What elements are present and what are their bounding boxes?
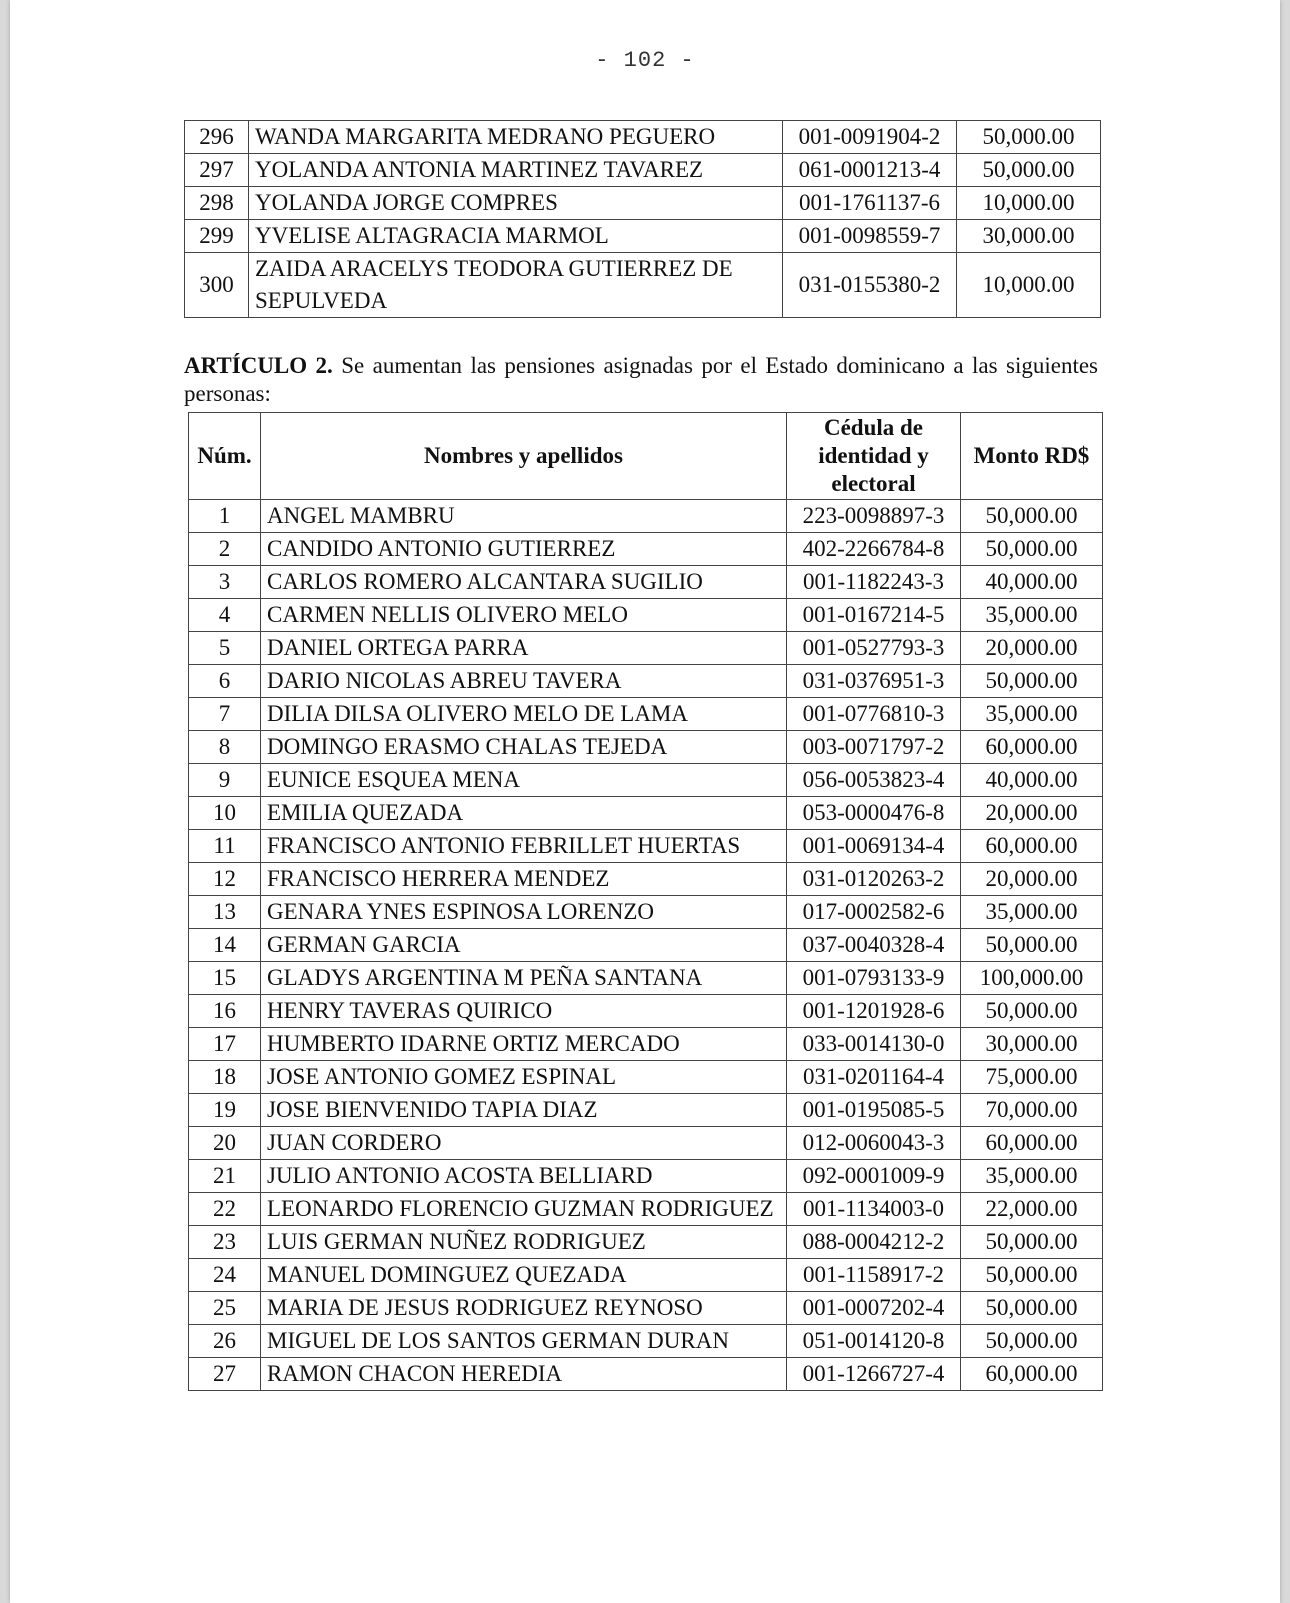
previous-pension-table [184,120,1101,318]
row-monto: 50,000.00 [961,1259,1103,1292]
row-cedula: 037-0040328-4 [787,929,961,962]
table-row [185,253,1101,318]
row-name: YVELISE ALTAGRACIA MARMOL [249,220,783,253]
row-number: 19 [189,1094,261,1127]
row-name: HENRY TAVERAS QUIRICO [261,995,787,1028]
table-row [189,863,1103,896]
row-number: 24 [189,1259,261,1292]
table-row [189,1127,1103,1160]
row-cedula: 031-0120263-2 [787,863,961,896]
row-number: 8 [189,731,261,764]
article-text: Se aumentan las pensiones asignadas por el Estado dominicano a las siguientes personas: [184,353,1098,406]
row-name: DANIEL ORTEGA PARRA [261,632,787,665]
row-monto: 10,000.00 [957,253,1101,318]
table-row [189,830,1103,863]
row-monto: 50,000.00 [961,665,1103,698]
row-monto: 35,000.00 [961,1160,1103,1193]
header-row [189,413,1103,500]
table-row [189,698,1103,731]
row-cedula: 001-0007202-4 [787,1292,961,1325]
row-cedula: 001-0167214-5 [787,599,961,632]
table-row [189,500,1103,533]
table-row [189,1358,1103,1391]
row-monto: 60,000.00 [961,731,1103,764]
row-monto: 60,000.00 [961,1127,1103,1160]
page-number: - 102 - [595,48,695,73]
row-monto: 50,000.00 [957,121,1101,154]
row-name: CARMEN NELLIS OLIVERO MELO [261,599,787,632]
row-number: 4 [189,599,261,632]
table-row [189,1028,1103,1061]
row-name: EUNICE ESQUEA MENA [261,764,787,797]
row-cedula: 001-0091904-2 [783,121,957,154]
table-row [189,1325,1103,1358]
row-name: ANGEL MAMBRU [261,500,787,533]
row-cedula: 051-0014120-8 [787,1325,961,1358]
row-number: 1 [189,500,261,533]
row-name: DARIO NICOLAS ABREU TAVERA [261,665,787,698]
row-monto: 40,000.00 [961,764,1103,797]
row-monto: 50,000.00 [961,1325,1103,1358]
row-monto: 50,000.00 [957,154,1101,187]
row-number: 26 [189,1325,261,1358]
row-number: 22 [189,1193,261,1226]
row-cedula: 056-0053823-4 [787,764,961,797]
row-cedula: 061-0001213-4 [783,154,957,187]
row-name: GENARA YNES ESPINOSA LORENZO [261,896,787,929]
row-number: 6 [189,665,261,698]
table-row [189,1259,1103,1292]
table-row [185,187,1101,220]
row-cedula: 001-0069134-4 [787,830,961,863]
row-cedula: 223-0098897-3 [787,500,961,533]
row-monto: 22,000.00 [961,1193,1103,1226]
row-monto: 40,000.00 [961,566,1103,599]
header-name: Nombres y apellidos [261,413,787,500]
row-monto: 50,000.00 [961,929,1103,962]
row-number: 16 [189,995,261,1028]
row-cedula: 001-1182243-3 [787,566,961,599]
row-cedula: 012-0060043-3 [787,1127,961,1160]
row-number: 9 [189,764,261,797]
table-row [189,632,1103,665]
row-cedula: 001-0527793-3 [787,632,961,665]
row-name: LEONARDO FLORENCIO GUZMAN RODRIGUEZ [261,1193,787,1226]
table-row [189,1061,1103,1094]
row-number: 20 [189,1127,261,1160]
row-cedula: 001-1201928-6 [787,995,961,1028]
row-name: FRANCISCO ANTONIO FEBRILLET HUERTAS [261,830,787,863]
row-cedula: 053-0000476-8 [787,797,961,830]
row-monto: 60,000.00 [961,830,1103,863]
row-name: GLADYS ARGENTINA M PEÑA SANTANA [261,962,787,995]
table-header [189,413,1103,500]
table-row [189,896,1103,929]
row-number: 25 [189,1292,261,1325]
row-monto: 50,000.00 [961,1292,1103,1325]
table-row [189,1193,1103,1226]
row-number: 21 [189,1160,261,1193]
row-name: CANDIDO ANTONIO GUTIERREZ [261,533,787,566]
row-name: HUMBERTO IDARNE ORTIZ MERCADO [261,1028,787,1061]
row-cedula: 033-0014130-0 [787,1028,961,1061]
row-name: DILIA DILSA OLIVERO MELO DE LAMA [261,698,787,731]
table-row [189,962,1103,995]
row-number: 14 [189,929,261,962]
row-cedula: 031-0155380-2 [783,253,957,318]
row-number: 7 [189,698,261,731]
row-cedula: 001-1134003-0 [787,1193,961,1226]
table-row [189,599,1103,632]
row-cedula: 001-0776810-3 [787,698,961,731]
row-name: JUAN CORDERO [261,1127,787,1160]
row-name: LUIS GERMAN NUÑEZ RODRIGUEZ [261,1226,787,1259]
row-number: 299 [185,220,249,253]
row-monto: 35,000.00 [961,599,1103,632]
row-monto: 70,000.00 [961,1094,1103,1127]
row-name: DOMINGO ERASMO CHALAS TEJEDA [261,731,787,764]
row-number: 18 [189,1061,261,1094]
row-cedula: 402-2266784-8 [787,533,961,566]
row-monto: 50,000.00 [961,533,1103,566]
table-row [189,731,1103,764]
table-row [189,1226,1103,1259]
row-number: 2 [189,533,261,566]
row-monto: 100,000.00 [961,962,1103,995]
row-number: 10 [189,797,261,830]
row-number: 12 [189,863,261,896]
row-name: JOSE BIENVENIDO TAPIA DIAZ [261,1094,787,1127]
row-cedula: 017-0002582-6 [787,896,961,929]
row-name: ZAIDA ARACELYS TEODORA GUTIERREZ DE SEPULVEDA [249,253,783,318]
row-name: CARLOS ROMERO ALCANTARA SUGILIO [261,566,787,599]
row-cedula: 088-0004212-2 [787,1226,961,1259]
row-monto: 30,000.00 [961,1028,1103,1061]
row-cedula: 031-0201164-4 [787,1061,961,1094]
row-number: 27 [189,1358,261,1391]
row-number: 3 [189,566,261,599]
row-cedula: 003-0071797-2 [787,731,961,764]
row-cedula: 031-0376951-3 [787,665,961,698]
row-number: 296 [185,121,249,154]
article-heading: ARTÍCULO 2. [184,353,333,378]
row-monto: 50,000.00 [961,500,1103,533]
row-number: 11 [189,830,261,863]
row-monto: 75,000.00 [961,1061,1103,1094]
table-row [189,1160,1103,1193]
row-name: JOSE ANTONIO GOMEZ ESPINAL [261,1061,787,1094]
row-cedula: 001-1266727-4 [787,1358,961,1391]
row-name: YOLANDA JORGE COMPRES [249,187,783,220]
row-cedula: 092-0001009-9 [787,1160,961,1193]
row-number: 297 [185,154,249,187]
table-row [185,220,1101,253]
row-name: FRANCISCO HERRERA MENDEZ [261,863,787,896]
row-number: 23 [189,1226,261,1259]
table-row [189,797,1103,830]
pension-increase-table-body [189,500,1103,1391]
row-number: 298 [185,187,249,220]
row-monto: 10,000.00 [957,187,1101,220]
row-cedula: 001-1761137-6 [783,187,957,220]
row-number: 15 [189,962,261,995]
row-monto: 60,000.00 [961,1358,1103,1391]
row-name: RAMON CHACON HEREDIA [261,1358,787,1391]
row-cedula: 001-1158917-2 [787,1259,961,1292]
row-cedula: 001-0195085-5 [787,1094,961,1127]
table-row [189,566,1103,599]
row-monto: 20,000.00 [961,863,1103,896]
table-row [185,121,1101,154]
table-row [189,665,1103,698]
row-name: JULIO ANTONIO ACOSTA BELLIARD [261,1160,787,1193]
article-paragraph [184,352,1098,408]
row-name: YOLANDA ANTONIA MARTINEZ TAVAREZ [249,154,783,187]
row-monto: 35,000.00 [961,698,1103,731]
row-name: WANDA MARGARITA MEDRANO PEGUERO [249,121,783,154]
row-number: 300 [185,253,249,318]
table-row [189,1292,1103,1325]
row-monto: 20,000.00 [961,632,1103,665]
header-cedula: Cédula de identidad y electoral [787,413,961,500]
row-name: EMILIA QUEZADA [261,797,787,830]
table-row [189,764,1103,797]
row-monto: 35,000.00 [961,896,1103,929]
row-name: MIGUEL DE LOS SANTOS GERMAN DURAN [261,1325,787,1358]
document-page [10,0,1280,1603]
previous-pension-table-body [185,121,1101,318]
row-number: 13 [189,896,261,929]
row-number: 17 [189,1028,261,1061]
row-monto: 20,000.00 [961,797,1103,830]
table-row [185,154,1101,187]
row-name: MARIA DE JESUS RODRIGUEZ REYNOSO [261,1292,787,1325]
header-monto: Monto RD$ [961,413,1103,500]
row-monto: 50,000.00 [961,995,1103,1028]
row-number: 5 [189,632,261,665]
row-cedula: 001-0098559-7 [783,220,957,253]
row-name: GERMAN GARCIA [261,929,787,962]
table-row [189,995,1103,1028]
header-num: Núm. [189,413,261,500]
table-row [189,533,1103,566]
pension-increase-table [188,412,1103,1391]
row-name: MANUEL DOMINGUEZ QUEZADA [261,1259,787,1292]
table-row [189,929,1103,962]
row-cedula: 001-0793133-9 [787,962,961,995]
table-row [189,1094,1103,1127]
row-monto: 30,000.00 [957,220,1101,253]
row-monto: 50,000.00 [961,1226,1103,1259]
